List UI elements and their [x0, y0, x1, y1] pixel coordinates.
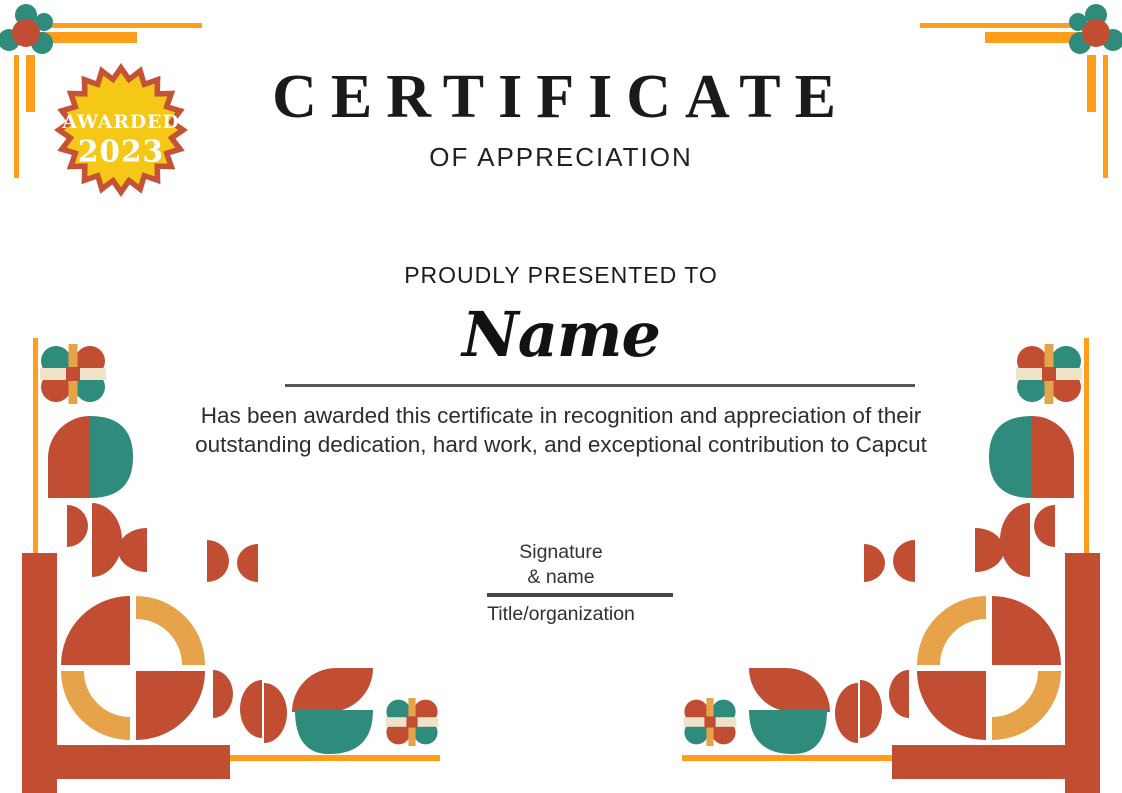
corner-line-thin-h	[920, 23, 1102, 28]
signature-underline	[487, 593, 673, 597]
recipient-underline	[285, 384, 915, 387]
certificate-title: CERTIFICATE	[272, 63, 850, 131]
flower-pinwheel-icon	[684, 698, 737, 746]
pinwheel-icon	[1069, 4, 1122, 54]
baseline-orange	[230, 755, 440, 761]
title-organization-label: Title/organization	[487, 603, 635, 625]
badge-year-text: 2023	[77, 133, 165, 169]
award-body-text	[0, 401, 1122, 459]
presented-to-label: PROUDLY PRESENTED TO	[404, 262, 718, 288]
pinwheel-icon	[0, 4, 53, 54]
recipient-name: Name	[462, 298, 660, 371]
badge-awarded-text: AWARDED	[62, 111, 180, 134]
awarded-badge	[52, 61, 190, 199]
flower-pinwheel-icon	[386, 698, 439, 746]
signature-label-line-1: Signature	[519, 541, 603, 563]
signature-label	[0, 540, 1122, 590]
corner-line-thick-h	[37, 32, 137, 43]
leaf-pair-small	[749, 668, 830, 754]
signature-label-line-2: & name	[527, 566, 595, 588]
baseline-orange	[682, 755, 892, 761]
award-body-line-1: Has been awarded this certificate in recognition and appreciation of their	[200, 403, 922, 428]
semicircle-cluster	[835, 670, 909, 743]
corner-line-thin-h	[20, 23, 202, 28]
leaf-pair-small	[292, 668, 373, 754]
corner-line-thick-h	[985, 32, 1085, 43]
semicircle-cluster	[213, 670, 287, 743]
certificate-subtitle: OF APPRECIATION	[429, 142, 693, 172]
award-body-line-2: outstanding dedication, hard work, and exceptional contribution to Capcut	[195, 432, 927, 457]
